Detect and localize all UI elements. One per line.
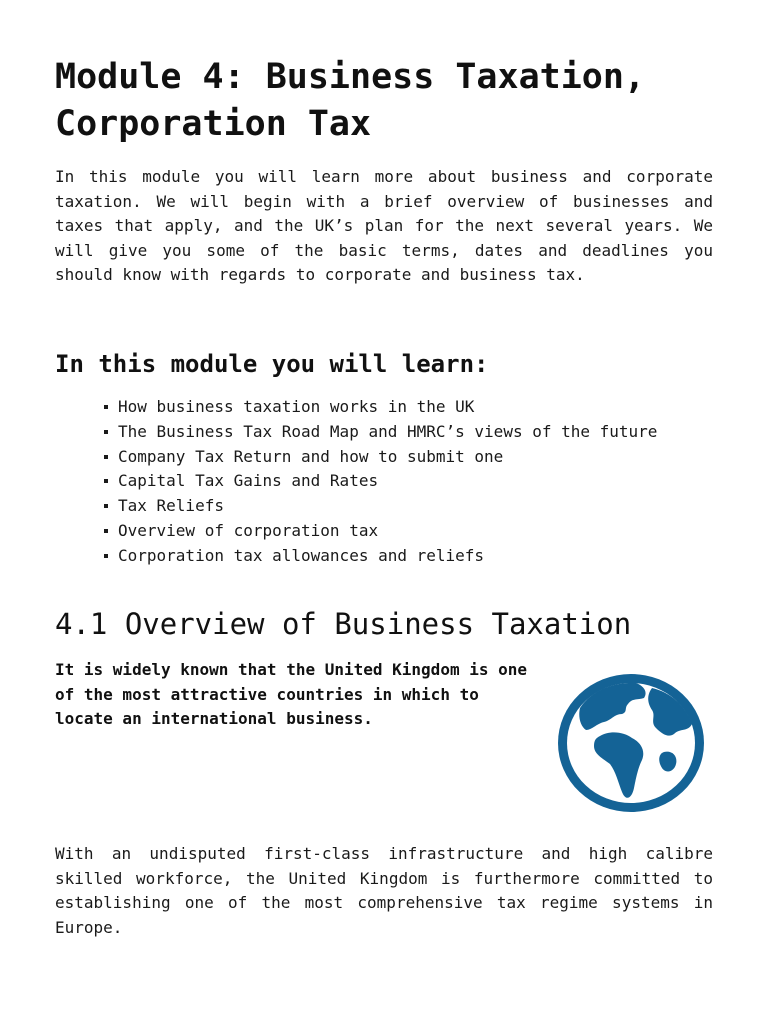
bullet-icon bbox=[104, 479, 108, 483]
list-item-text: Corporation tax allowances and reliefs bbox=[118, 545, 485, 565]
bullet-icon bbox=[104, 405, 108, 409]
list-item bbox=[104, 420, 744, 445]
list-item-text: Tax Reliefs bbox=[118, 496, 224, 516]
list-item-text: Company Tax Return and how to submit one bbox=[118, 446, 504, 466]
bullet-icon bbox=[104, 554, 108, 558]
list-item-text: How business taxation works in the UK bbox=[118, 397, 475, 416]
bullet-icon bbox=[104, 529, 108, 533]
list-item-text: Capital Tax Gains and Rates bbox=[118, 471, 379, 491]
list-item bbox=[104, 469, 744, 494]
globe-icon bbox=[552, 668, 710, 818]
intro-paragraph: In this module you will learn more about business and corporate taxation. We will begin with a brief overview of businesses and taxes that apply, and the UK’s plan for the next several years. We will give you some of the basic terms, dates and deadlines you should know with regards to corporate and business tax. bbox=[55, 167, 713, 285]
section-lead-paragraph: It is widely known that the United Kingdom is one of the most attractive countries in which to locate an international business. bbox=[55, 660, 528, 729]
section-heading: 4.1 Overview of Business Taxation bbox=[55, 607, 632, 641]
list-item bbox=[104, 395, 744, 420]
list-item-text: Overview of corporation tax bbox=[118, 520, 379, 540]
list-item-text: The Business Tax Road Map and HMRC’s views of the future bbox=[118, 421, 658, 441]
list-item bbox=[104, 544, 744, 569]
list-item bbox=[104, 519, 744, 544]
list-item bbox=[104, 494, 744, 519]
bullet-icon bbox=[104, 430, 108, 434]
page-title: Module 4: Business Taxation, Corporation Tax bbox=[55, 57, 646, 144]
learn-heading: In this module you will learn: bbox=[55, 350, 489, 378]
bullet-icon bbox=[104, 455, 108, 459]
closing-paragraph: With an undisputed first-class infrastructure and high calibre skilled workforce, the United Kingdom is furthermore committed to establishing one of the most comprehensive tax regime systems in Europe. bbox=[55, 844, 713, 937]
list-item bbox=[104, 445, 744, 470]
bullet-icon bbox=[104, 504, 108, 508]
learn-list bbox=[104, 395, 744, 569]
